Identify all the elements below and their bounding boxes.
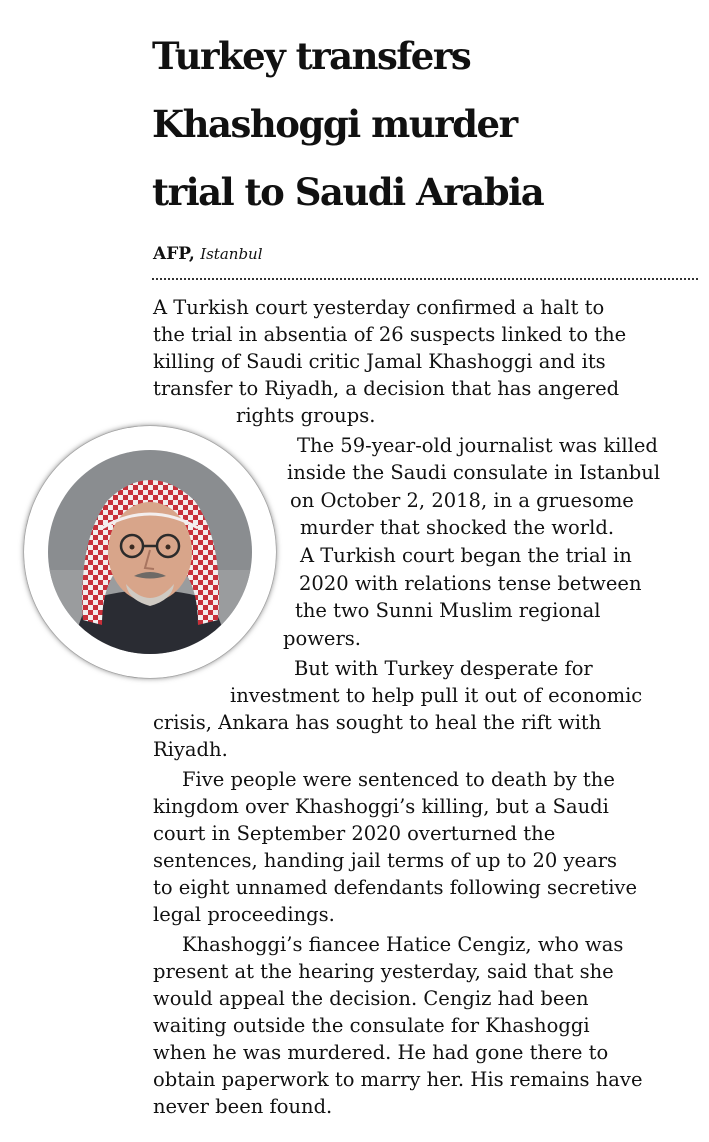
body-line: legal proceedings. (153, 903, 335, 926)
headline-line: Turkey transfers (152, 34, 471, 78)
body-line: never been found. (153, 1095, 333, 1118)
headline-line: Khashoggi murder (152, 102, 517, 146)
body-line: murder that shocked the world. (300, 516, 615, 539)
headline-line: trial to Saudi Arabia (152, 170, 544, 214)
body-line: obtain paperwork to marry her. His remains have (153, 1068, 643, 1091)
portrait-illustration (48, 450, 252, 654)
body-line: Riyadh. (153, 738, 228, 761)
body-line: sentences, handing jail terms of up to 20 years (153, 849, 618, 872)
body-line: when he was murdered. He had gone there to (153, 1041, 609, 1064)
body-line: investment to help pull it out of economic (230, 684, 643, 707)
body-line: the trial in absentia of 26 suspects linked to the (153, 323, 627, 346)
byline-location: Istanbul (200, 245, 263, 263)
body-line: kingdom over Khashoggi’s killing, but a Saudi (153, 795, 609, 818)
body-line: inside the Saudi consulate in Istanbul (287, 461, 661, 484)
body-line: would appeal the decision. Cengiz had been (153, 987, 589, 1010)
body-line: But with Turkey desperate for (294, 657, 593, 680)
body-line: on October 2, 2018, in a gruesome (290, 489, 634, 512)
body-line: A Turkish court yesterday confirmed a halt to (153, 296, 605, 319)
body-line: killing of Saudi critic Jamal Khashoggi and its (153, 350, 606, 373)
body-line: Five people were sentenced to death by the (182, 768, 615, 791)
byline-agency: AFP, (153, 244, 195, 264)
body-line: crisis, Ankara has sought to heal the rift with (153, 711, 602, 734)
headline (152, 22, 707, 226)
byline-divider (152, 278, 698, 280)
body-line: powers. (283, 627, 361, 650)
body-line: The 59-year-old journalist was killed (297, 434, 658, 457)
body-line: Khashoggi’s fiancee Hatice Cengiz, who was (182, 933, 624, 956)
body-line: rights groups. (236, 404, 376, 427)
body-line: court in September 2020 overturned the (153, 822, 556, 845)
body-line: present at the hearing yesterday, said that she (153, 960, 614, 983)
byline (153, 244, 263, 264)
body-line: 2020 with relations tense between (299, 572, 642, 595)
portrait-photo (24, 426, 276, 678)
body-line: to eight unnamed defendants following secretive (153, 876, 637, 899)
body-line: the two Sunni Muslim regional (295, 599, 601, 622)
body-line: waiting outside the consulate for Khashoggi (153, 1014, 590, 1037)
body-line: transfer to Riyadh, a decision that has angered (153, 377, 620, 400)
body-line: A Turkish court began the trial in (300, 544, 632, 567)
